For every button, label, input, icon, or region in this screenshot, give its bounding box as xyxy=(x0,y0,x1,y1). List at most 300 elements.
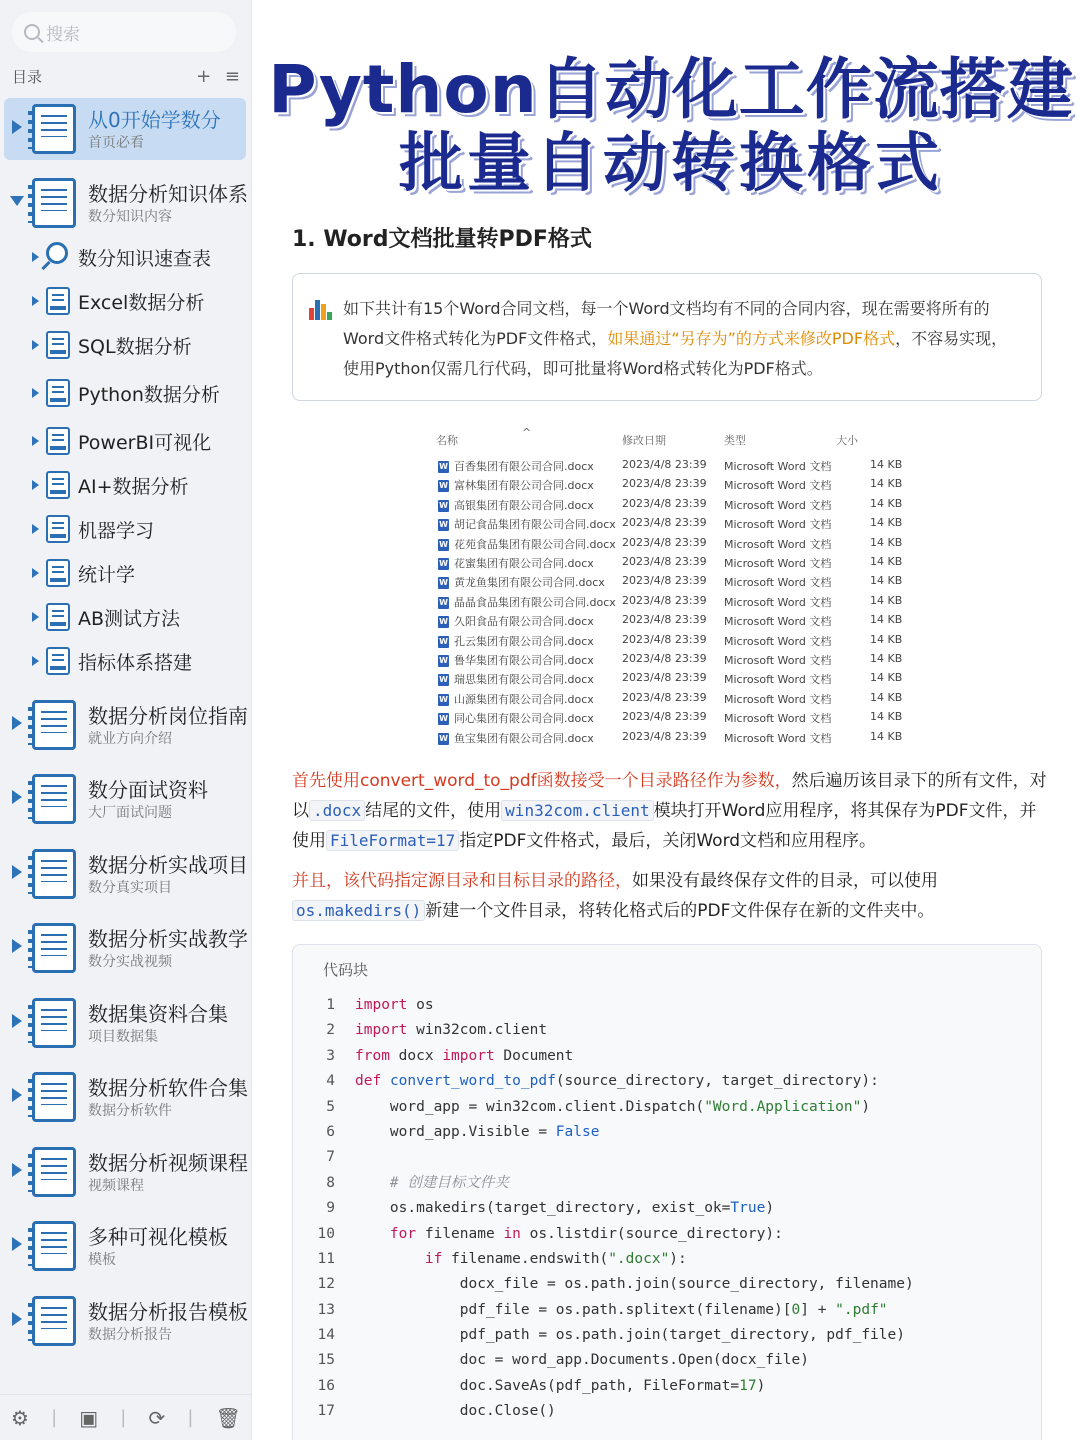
line-number: 12 xyxy=(317,1276,335,1293)
file-date: 2023/4/8 23:39 xyxy=(622,555,707,568)
file-date: 2023/4/8 23:39 xyxy=(622,535,707,549)
code-line xyxy=(293,1145,1043,1170)
sidebar-item-subtitle: 视频课程 xyxy=(88,1178,144,1194)
code-line xyxy=(293,1298,1043,1323)
paragraph-text: 然后遍历该目录下的所有文件，对以 xyxy=(292,771,1047,821)
file-size: 14 KB xyxy=(870,535,903,549)
sidebar-subitem-label: SQL数据分析 xyxy=(78,336,192,358)
code-text xyxy=(355,1222,783,1247)
word-file-icon: W xyxy=(439,636,448,646)
callout-text: 如下共计有15个Word合同文档，每一个Word文档均有不同的合同内容，现在需要将所有的Word文件格式转化为PDF文件格式， xyxy=(343,299,990,348)
code-token xyxy=(355,1251,425,1267)
code-token: pdf_path = os.path.join(target_directory, pdf_file) xyxy=(355,1327,905,1344)
code-text xyxy=(355,1196,774,1221)
sidebar-subitem-label: 统计学 xyxy=(78,564,136,586)
sidebar-subitem[interactable] xyxy=(28,644,248,680)
divider: | xyxy=(51,1407,58,1428)
sidebar-item[interactable] xyxy=(4,172,246,234)
sidebar-item[interactable] xyxy=(4,768,246,830)
file-name: 瑞思集团有限公司合同.docx xyxy=(454,673,594,687)
sidebar-subitem-label: 机器学习 xyxy=(78,520,155,542)
line-number: 11 xyxy=(317,1250,335,1267)
line-number: 9 xyxy=(326,1200,335,1217)
word-file-icon: W xyxy=(439,733,448,743)
sidebar-item[interactable] xyxy=(4,1290,246,1352)
file-type: Microsoft Word 文档 xyxy=(724,692,832,706)
document-icon xyxy=(46,603,70,631)
file-row xyxy=(432,536,902,555)
document-icon xyxy=(32,998,76,1048)
file-date: 2023/4/8 23:39 xyxy=(622,632,707,646)
file-date: 2023/4/8 23:39 xyxy=(622,729,707,743)
document-icon xyxy=(46,427,70,455)
divider: | xyxy=(120,1407,127,1428)
line-number: 1 xyxy=(326,997,335,1013)
sidebar-item[interactable] xyxy=(4,1141,246,1203)
file-type: Microsoft Word 文档 xyxy=(724,634,832,648)
toc-label: 目录 xyxy=(12,68,43,86)
file-type: Microsoft Word 文档 xyxy=(724,615,832,629)
sidebar xyxy=(0,0,252,1440)
inline-code: .docx xyxy=(309,800,365,821)
sidebar-item-title: 数据分析实战教学 xyxy=(88,927,248,951)
callout-box xyxy=(292,273,1042,401)
document-icon xyxy=(32,700,76,750)
code-token: ] + xyxy=(800,1301,836,1318)
document-icon xyxy=(46,471,70,499)
file-size: 14 KB xyxy=(870,690,903,704)
code-token: word_app = win32com.client.Dispatch( xyxy=(355,1098,705,1115)
code-text xyxy=(355,1323,905,1348)
word-file-icon: W xyxy=(439,539,448,549)
code-line xyxy=(293,1374,1043,1399)
file-size: 14 KB xyxy=(870,574,903,588)
code-line xyxy=(293,1044,1043,1069)
file-date: 2023/4/8 23:39 xyxy=(622,593,707,607)
expand-triangle-icon[interactable] xyxy=(32,252,39,262)
file-type: Microsoft Word 文档 xyxy=(724,731,832,745)
line-number: 2 xyxy=(326,1022,335,1039)
expand-triangle-icon[interactable] xyxy=(32,612,39,622)
sidebar-item[interactable] xyxy=(4,98,246,160)
inline-code: FileFormat=17 xyxy=(326,830,459,851)
expand-triangle-icon[interactable] xyxy=(12,120,22,134)
file-type: Microsoft Word 文档 xyxy=(724,518,832,532)
expand-triangle-icon[interactable] xyxy=(32,340,39,350)
bar-chart-icon xyxy=(309,298,333,320)
file-name: 鱼宝集团有限公司合同.docx xyxy=(454,731,594,745)
file-date: 2023/4/8 23:39 xyxy=(622,652,707,665)
code-token xyxy=(381,1073,390,1089)
file-row xyxy=(432,730,902,749)
line-number: 4 xyxy=(326,1073,335,1090)
file-size: 14 KB xyxy=(870,516,903,530)
expand-triangle-icon[interactable] xyxy=(32,296,39,306)
file-name: 百香集团有限公司合同.docx xyxy=(454,460,594,473)
code-text xyxy=(355,1374,765,1399)
file-name: 黄龙鱼集团有限公司合同.docx xyxy=(454,576,605,590)
document-icon xyxy=(32,923,76,973)
file-size: 14 KB xyxy=(870,555,903,568)
code-token: "Word.Application" xyxy=(704,1098,862,1115)
document-icon xyxy=(46,287,70,315)
code-token xyxy=(355,1175,390,1191)
code-block xyxy=(292,944,1042,1440)
word-file-icon: W xyxy=(439,559,448,568)
file-size: 14 KB xyxy=(870,477,903,491)
word-file-icon: W xyxy=(439,462,448,471)
sidebar-item-title: 数据分析报告模板 xyxy=(88,1300,248,1324)
document-icon xyxy=(46,559,70,587)
sort-indicator-icon: ^ xyxy=(522,426,532,439)
sidebar-item-title: 数据分析软件合集 xyxy=(88,1076,248,1100)
file-row xyxy=(432,497,902,516)
presentation-icon[interactable]: ▣ xyxy=(79,1405,99,1430)
expand-triangle-icon[interactable] xyxy=(12,865,22,879)
document-icon xyxy=(46,515,70,543)
code-token: Document xyxy=(494,1047,574,1064)
sidebar-item-title: 从0开始学数分 xyxy=(88,108,221,132)
file-name: 孔云集团有限公司合同.docx xyxy=(454,634,594,648)
file-name: 胡记食品集团有限公司合同.docx xyxy=(454,518,616,532)
code-line xyxy=(293,1399,1043,1424)
code-token: os.listdir(source_directory): xyxy=(520,1225,783,1242)
code-token: docx xyxy=(389,1047,443,1064)
code-token: if xyxy=(424,1250,443,1267)
expand-triangle-icon[interactable] xyxy=(32,480,39,490)
code-line xyxy=(293,1069,1043,1094)
code-token: def xyxy=(355,1073,382,1090)
code-line xyxy=(293,1018,1043,1043)
sidebar-item[interactable] xyxy=(4,1066,246,1128)
line-number: 14 xyxy=(317,1327,335,1344)
code-line xyxy=(293,1222,1043,1247)
headline-title: Python自动化工作流搭建 xyxy=(268,51,1074,128)
code-text xyxy=(355,1298,888,1323)
document-icon xyxy=(32,1147,76,1197)
main-content xyxy=(262,0,1080,1440)
code-token: 17 xyxy=(739,1377,757,1394)
line-number: 13 xyxy=(317,1301,335,1318)
sidebar-subitem[interactable] xyxy=(28,556,248,592)
code-text xyxy=(355,1018,547,1043)
highlight-text: 并且，该代码指定源目录和目标目录的路径， xyxy=(292,871,632,891)
sidebar-subitem[interactable] xyxy=(28,284,248,320)
file-name: 同心集团有限公司合同.docx xyxy=(454,712,594,726)
file-size: 14 KB xyxy=(870,458,903,471)
code-token: (source_directory, target_directory): xyxy=(555,1073,879,1090)
toc-header xyxy=(12,66,244,87)
code-line xyxy=(293,993,1043,1018)
expand-triangle-icon[interactable] xyxy=(12,1237,22,1251)
sidebar-item-subtitle: 数据分析报告 xyxy=(88,1327,172,1343)
file-row xyxy=(432,516,902,535)
search-input[interactable] xyxy=(12,12,236,52)
word-file-icon: W xyxy=(439,617,448,627)
file-size: 14 KB xyxy=(870,613,903,627)
expand-triangle-icon[interactable] xyxy=(12,939,22,953)
sidebar-item-title: 数据分析实战项目 xyxy=(88,853,248,877)
file-type: Microsoft Word 文档 xyxy=(724,673,832,687)
code-token: word_app.Visible = xyxy=(355,1123,556,1140)
code-token: doc.Close() xyxy=(355,1403,556,1420)
file-row xyxy=(432,594,902,613)
code-token: convert_word_to_pdf xyxy=(389,1073,556,1090)
sidebar-item[interactable] xyxy=(4,694,246,756)
expand-triangle-icon[interactable] xyxy=(32,436,39,446)
sidebar-item-title: 数分面试资料 xyxy=(88,778,208,802)
code-token: in xyxy=(503,1225,521,1242)
file-row xyxy=(432,652,902,671)
search-placeholder: 搜索 xyxy=(46,24,80,45)
file-name: 久阳食品有限公司合同.docx xyxy=(454,615,594,629)
file-name: 鲁华集团有限公司合同.docx xyxy=(454,654,594,667)
paragraph-text: 指定PDF文件格式，最后，关闭Word文档和应用程序。 xyxy=(459,831,877,851)
file-date: 2023/4/8 23:39 xyxy=(622,496,707,510)
sidebar-item-title: 数据分析岗位指南 xyxy=(88,704,248,728)
code-token: ) xyxy=(756,1377,766,1394)
file-type: Microsoft Word 文档 xyxy=(724,595,832,609)
paragraph-text: 如果没有最终保存文件的目录，可以使用 xyxy=(632,871,938,891)
sidebar-item-subtitle: 数分实战视频 xyxy=(88,954,172,970)
highlight-text: 首先使用convert_word_to_pdf函数接受一个目录路径作为参数， xyxy=(292,771,792,791)
sidebar-subitem[interactable] xyxy=(28,468,248,504)
code-text xyxy=(355,1272,914,1297)
line-number: 8 xyxy=(326,1174,335,1191)
file-date: 2023/4/8 23:39 xyxy=(622,574,707,588)
inline-code: win32com.client xyxy=(501,800,654,821)
file-row xyxy=(432,671,902,690)
sidebar-item[interactable] xyxy=(4,843,246,905)
line-number: 6 xyxy=(326,1123,335,1140)
file-name: 高银集团有限公司合同.docx xyxy=(454,498,594,512)
document-icon xyxy=(46,379,70,407)
sidebar-item[interactable] xyxy=(4,992,246,1054)
code-text xyxy=(355,1044,573,1069)
collapse-triangle-icon[interactable] xyxy=(10,196,24,206)
file-name: 花苑食品集团有限公司合同.docx xyxy=(454,537,616,551)
file-size: 14 KB xyxy=(870,671,903,685)
code-text xyxy=(355,1348,809,1373)
code-line xyxy=(293,1247,1043,1272)
document-icon xyxy=(32,774,76,824)
sidebar-subitem[interactable] xyxy=(28,512,248,548)
code-token: ): xyxy=(669,1250,687,1267)
code-token: from xyxy=(355,1047,390,1064)
file-size: 14 KB xyxy=(870,632,903,646)
trash-icon[interactable]: 🗑 xyxy=(215,1405,241,1430)
code-text xyxy=(355,1120,599,1145)
word-file-icon: W xyxy=(439,694,448,704)
code-token: import xyxy=(355,997,408,1013)
document-icon xyxy=(46,331,70,359)
file-date: 2023/4/8 23:39 xyxy=(622,458,707,471)
paragraph-text: 新建一个文件目录，将转化格式后的PDF文件保存在新的文件夹中。 xyxy=(425,901,935,921)
document-icon xyxy=(32,1072,76,1122)
word-file-icon: W xyxy=(439,578,448,588)
file-date: 2023/4/8 23:39 xyxy=(622,516,707,530)
expand-triangle-icon[interactable] xyxy=(12,1312,22,1326)
document-icon xyxy=(32,1221,76,1271)
word-file-icon: W xyxy=(439,520,448,530)
file-date: 2023/4/8 23:39 xyxy=(622,690,707,704)
code-token: ".docx" xyxy=(608,1250,670,1267)
code-line xyxy=(293,1272,1043,1297)
line-number: 17 xyxy=(317,1403,335,1420)
sidebar-item-subtitle: 数分知识内容 xyxy=(88,209,172,225)
section-title: 1. Word文档批量转PDF格式 xyxy=(292,227,592,252)
sidebar-item-title: 数据集资料合集 xyxy=(88,1002,228,1026)
code-token: os xyxy=(407,997,434,1013)
sidebar-item-subtitle: 首页必看 xyxy=(88,135,144,151)
file-row xyxy=(432,477,902,496)
expand-triangle-icon[interactable] xyxy=(12,1163,22,1177)
code-token: True xyxy=(730,1200,766,1217)
sidebar-subitem-label: 数分知识速查表 xyxy=(78,248,212,270)
code-token: ".pdf" xyxy=(835,1301,888,1318)
document-icon xyxy=(32,178,76,228)
code-lines[interactable] xyxy=(293,993,1043,1425)
code-text xyxy=(355,993,434,1018)
code-block-title: 代码块 xyxy=(323,961,369,979)
file-row xyxy=(432,633,902,652)
word-file-icon: W xyxy=(439,656,448,665)
expand-triangle-icon[interactable] xyxy=(32,568,39,578)
sidebar-item-title: 数据分析视频课程 xyxy=(88,1151,248,1175)
file-type: Microsoft Word 文档 xyxy=(724,537,832,551)
sidebar-subitem[interactable] xyxy=(28,240,248,276)
sidebar-subitem-label: 指标体系搭建 xyxy=(78,652,193,674)
code-token: ) xyxy=(861,1098,871,1115)
code-text xyxy=(355,1171,509,1196)
sidebar-item-subtitle: 大厂面试问题 xyxy=(88,805,172,821)
expand-triangle-icon[interactable] xyxy=(32,388,39,398)
file-size: 14 KB xyxy=(870,496,903,510)
sidebar-subitem-label: Python数据分析 xyxy=(78,384,220,406)
callout-text: ，不容易实现，使用Python仅需几行代码，即可批量将Word格式转化为PDF格式。 xyxy=(343,329,1008,378)
paragraph-2 xyxy=(292,866,1052,926)
code-text xyxy=(355,1247,687,1272)
expand-triangle-icon[interactable] xyxy=(12,1014,22,1028)
file-type: Microsoft Word 文档 xyxy=(724,654,832,667)
word-file-icon: W xyxy=(439,597,448,607)
file-date: 2023/4/8 23:39 xyxy=(622,477,707,491)
share-icon[interactable]: ⟳ xyxy=(148,1405,166,1430)
expand-triangle-icon[interactable] xyxy=(32,524,39,534)
line-number: 15 xyxy=(317,1352,335,1369)
sidebar-subitem[interactable] xyxy=(28,600,248,636)
file-type: Microsoft Word 文档 xyxy=(724,576,832,590)
column-date: 修改日期 xyxy=(622,434,666,447)
column-name: 名称 xyxy=(436,434,458,447)
code-token: win32com.client xyxy=(407,1022,548,1039)
code-token: doc = word_app.Documents.Open(docx_file) xyxy=(355,1352,809,1369)
expand-triangle-icon[interactable] xyxy=(12,716,22,730)
expand-triangle-icon[interactable] xyxy=(12,1088,22,1102)
sidebar-item-title: 多种可视化模板 xyxy=(88,1225,228,1249)
code-token: os.makedirs(target_directory, exist_ok= xyxy=(355,1200,731,1217)
file-type: Microsoft Word 文档 xyxy=(724,712,832,726)
code-token: for xyxy=(389,1225,417,1242)
file-type: Microsoft Word 文档 xyxy=(724,460,832,473)
sidebar-toolbar xyxy=(0,1394,252,1440)
sidebar-subitem-label: AI+数据分析 xyxy=(78,476,189,498)
code-token: filename.endswith( xyxy=(442,1250,609,1267)
code-token: import xyxy=(442,1047,495,1064)
code-line xyxy=(293,1120,1043,1145)
file-name: 晶晶食品集团有限公司合同.docx xyxy=(454,595,616,609)
file-type: Microsoft Word 文档 xyxy=(724,557,832,570)
file-name: 山源集团有限公司合同.docx xyxy=(454,692,594,706)
divider: | xyxy=(187,1407,194,1428)
sidebar-item-title: 数据分析知识体系 xyxy=(88,182,248,206)
document-icon xyxy=(32,104,76,154)
code-text xyxy=(355,1399,556,1424)
sidebar-item-subtitle: 数分真实项目 xyxy=(88,880,172,896)
code-token: 0 xyxy=(791,1301,801,1318)
sidebar-subitem-label: AB测试方法 xyxy=(78,608,181,630)
code-text xyxy=(355,1069,879,1094)
code-token: doc.SaveAs(pdf_path, FileFormat= xyxy=(355,1377,740,1394)
file-explorer-screenshot xyxy=(432,424,902,750)
column-size: 大小 xyxy=(836,434,858,447)
file-row xyxy=(432,691,902,710)
code-text xyxy=(355,1095,870,1120)
file-size: 14 KB xyxy=(870,593,903,607)
file-row xyxy=(432,555,902,574)
line-number: 5 xyxy=(326,1098,335,1115)
code-token: ) xyxy=(765,1200,775,1217)
document-icon xyxy=(32,1296,76,1346)
document-icon xyxy=(46,647,70,675)
paragraph-text: 模块打开Word应用程序，将其保存为PDF文件，并使用 xyxy=(292,801,1037,851)
code-token: # 创建目标文件夹 xyxy=(389,1174,509,1191)
word-file-icon: W xyxy=(439,500,448,510)
add-outline-icon[interactable]: + ≡ xyxy=(196,66,244,87)
file-date: 2023/4/8 23:39 xyxy=(622,613,707,627)
word-file-icon: W xyxy=(439,714,448,724)
code-token: import xyxy=(355,1022,408,1039)
inline-code: os.makedirs() xyxy=(292,900,425,921)
sidebar-item-subtitle: 项目数据集 xyxy=(88,1029,158,1045)
sidebar-item-subtitle: 数据分析软件 xyxy=(88,1103,172,1119)
settings-icon[interactable]: ⚙ xyxy=(11,1405,29,1430)
code-line xyxy=(293,1095,1043,1120)
paragraph-1 xyxy=(292,766,1052,856)
file-name: 富林集团有限公司合同.docx xyxy=(454,479,594,493)
expand-triangle-icon[interactable] xyxy=(32,656,39,666)
sidebar-subitem[interactable] xyxy=(28,424,248,460)
file-row xyxy=(432,613,902,632)
code-token xyxy=(355,1226,390,1242)
code-token: filename xyxy=(416,1225,504,1242)
line-number: 3 xyxy=(326,1047,335,1064)
code-line xyxy=(293,1171,1043,1196)
sidebar-subitem[interactable] xyxy=(28,376,248,412)
file-size: 14 KB xyxy=(870,729,903,743)
code-token: False xyxy=(555,1123,600,1140)
sidebar-subitem[interactable] xyxy=(28,328,248,364)
expand-triangle-icon[interactable] xyxy=(12,790,22,804)
code-token: docx_file = os.path.join(source_directory, filename) xyxy=(355,1276,914,1293)
sidebar-subitem-label: PowerBI可视化 xyxy=(78,432,212,454)
code-line xyxy=(293,1323,1043,1348)
search-icon xyxy=(24,24,40,40)
sidebar-item[interactable] xyxy=(4,917,246,979)
magnifier-icon xyxy=(46,242,68,264)
sidebar-item[interactable] xyxy=(4,1215,246,1277)
file-size: 14 KB xyxy=(870,710,903,724)
